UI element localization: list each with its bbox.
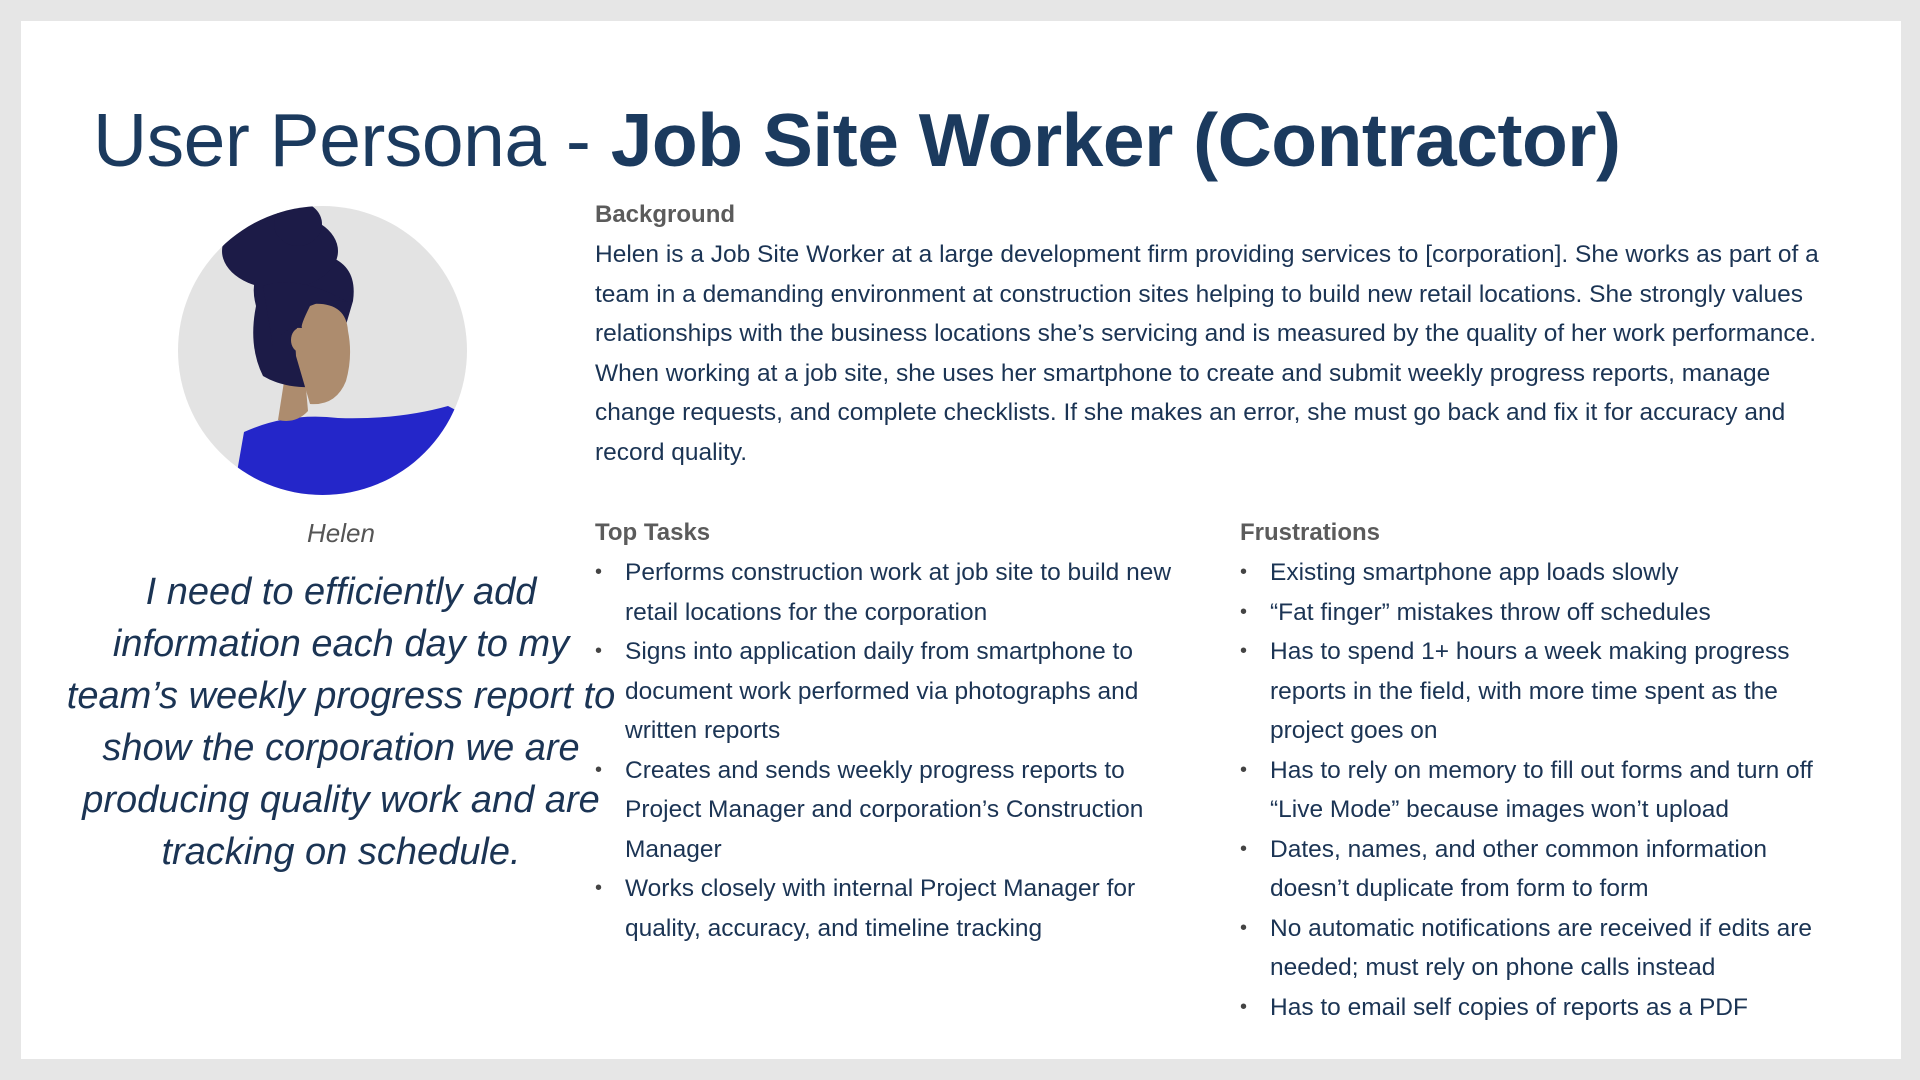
list-item	[1240, 632, 1840, 751]
frustrations-section	[1240, 519, 1840, 1027]
list-item	[1240, 988, 1840, 1028]
bullet-icon: •	[1240, 837, 1248, 860]
list-item	[1240, 909, 1840, 988]
background-text: Helen is a Job Site Worker at a large development firm providing services to [corporation]. She works as part of a team in a demanding environment at construction sites helping to build new retail locations. She strongly values relationships with the business locations she’s servicing and is measured by the quality of her work performance. When working at a job site, she uses her smartphone to create and submit weekly progress reports, manage change requests, and complete checklists. If she makes an error, she must go back and fix it for accuracy and record quality.	[595, 241, 1819, 466]
top-tasks-list	[595, 553, 1205, 948]
bullet-icon: •	[1240, 916, 1248, 939]
frustration-text: “Fat finger” mistakes throw off schedules	[1270, 598, 1711, 626]
frustrations-list	[1240, 553, 1840, 1027]
list-item	[595, 751, 1205, 870]
list-item	[1240, 553, 1840, 593]
frustration-text: No automatic notifications are received if edits are needed; must rely on phone calls instead	[1270, 914, 1812, 981]
frustration-text: Existing smartphone app loads slowly	[1270, 559, 1679, 586]
slide	[21, 21, 1901, 1059]
top-tasks-heading: Top Tasks	[595, 519, 711, 546]
title-prefix: User Persona -	[93, 98, 611, 182]
list-item	[1240, 751, 1840, 830]
frustrations-heading: Frustrations	[1240, 519, 1381, 546]
persona-quote: I need to efficiently add information each day to my team’s weekly progress report to show the corporation we are producing quality work and are tracking on schedule.	[66, 571, 616, 873]
frustration-text: Has to spend 1+ hours a week making progress reports in the field, with more time spent as the project goes on	[1270, 638, 1790, 744]
list-item	[595, 632, 1205, 751]
bullet-icon: •	[595, 561, 603, 583]
list-item	[1240, 830, 1840, 909]
list-item	[1240, 593, 1840, 633]
task-text: Performs construction work at job site to build new retail locations for the corporation	[625, 559, 1172, 626]
frustration-text: Has to email self copies of reports as a PDF	[1270, 993, 1748, 1021]
task-text: Creates and sends weekly progress reports to Project Manager and corporation’s Construction Manager	[625, 756, 1144, 863]
page-title	[93, 96, 1620, 184]
task-text: Signs into application daily from smartphone to document work performed via photographs and written reports	[625, 638, 1139, 744]
frustration-text: Dates, names, and other common information doesn’t duplicate from form to form	[1270, 835, 1768, 902]
bullet-icon: •	[595, 877, 603, 899]
background-heading: Background	[595, 201, 736, 228]
persona-name: Helen	[307, 518, 375, 548]
bullet-icon: •	[595, 640, 603, 662]
bullet-icon: •	[1240, 561, 1248, 583]
bullet-icon: •	[1240, 995, 1248, 1018]
bullet-icon: •	[595, 758, 603, 781]
title-main: Job Site Worker (Contractor)	[610, 98, 1621, 182]
frustration-text: Has to rely on memory to fill out forms and turn off “Live Mode” because images won’t upload	[1270, 756, 1813, 823]
top-tasks-section	[595, 519, 1205, 948]
list-item	[595, 553, 1205, 632]
bullet-icon: •	[1240, 640, 1248, 662]
bullet-icon: •	[1240, 758, 1248, 781]
list-item	[595, 869, 1205, 948]
task-text: Works closely with internal Project Manager for quality, accuracy, and timeline tracking	[625, 875, 1136, 942]
person-avatar-icon	[178, 206, 467, 495]
background-section	[595, 201, 1845, 472]
bullet-icon: •	[1240, 600, 1248, 623]
